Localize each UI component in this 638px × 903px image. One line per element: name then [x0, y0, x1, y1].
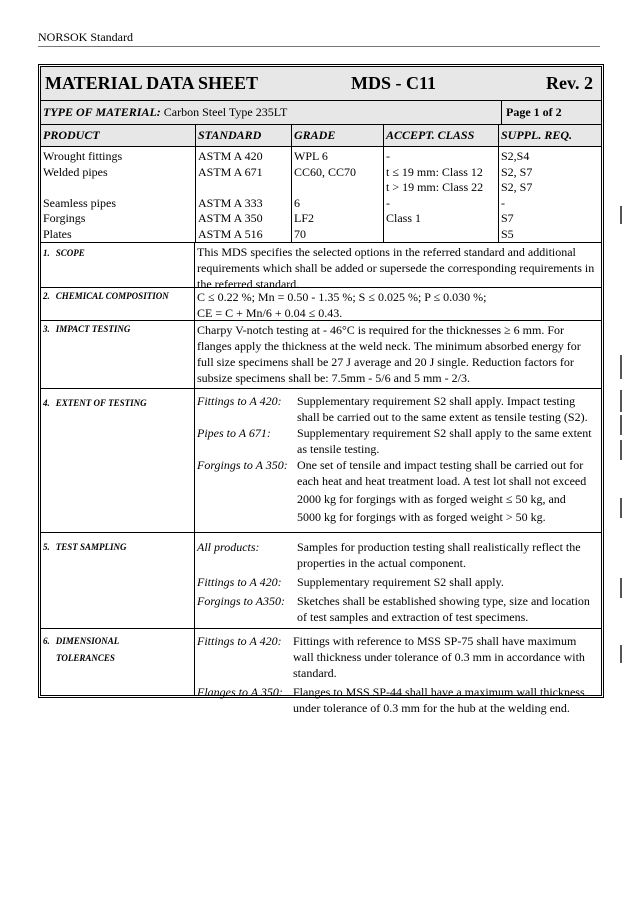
extent-forgings-limit-1: 2000 kg for forgings with as forged weight ≤ 50 kg, and	[297, 492, 566, 506]
grade-cell	[294, 180, 383, 196]
extent-fittings-text: Supplementary requirement S2 shall apply. Impact testing shall be carried out to the same extent as tensile testing (S2).	[297, 394, 588, 424]
section-label: IMPACT TESTING	[55, 324, 131, 334]
change-bar	[620, 440, 622, 460]
standard-cell	[198, 180, 291, 196]
document-series-header: NORSOK Standard	[38, 30, 133, 44]
accept-class-cell: -	[386, 195, 390, 210]
chemical-line-1: C ≤ 0.22 %; Mn = 0.50 - 1.35 %; S ≤ 0.025 %; P ≤ 0.030 %;	[197, 290, 487, 304]
product-cell: Plates	[43, 226, 72, 241]
extent-pipes-text: Supplementary requirement S2 shall apply to the same extent as tensile testing.	[297, 426, 592, 456]
column-header-standard: STANDARD	[195, 125, 291, 147]
section-dimensional-tolerances: 6. DIMENSIONAL TOLERANCES Fittings to A 420: Fittings with reference to MSS SP-75 shall have maximum wall thickness under tolerance of 0.3 mm in accordance with standard. Flanges to A 350: Flanges to MSS SP-44 shall have a maximum wall thickness under tolerance of 0.3 mm for the hub at the welding end.	[41, 629, 601, 695]
section-label: CHEMICAL COMPOSITION	[55, 291, 169, 301]
change-bar	[620, 645, 622, 663]
column-header-suppl-req: SUPPL. REQ.	[498, 125, 601, 147]
product-cell: Welded pipes	[43, 164, 108, 179]
section-scope: 1. SCOPE This MDS specifies the selected options in the referred standard and additional requirements which shall be added or supersede the corresponding requirements in the referred standard.	[41, 243, 601, 288]
sampling-all-text: Samples for production testing shall realistically reflect the properties in the actual component.	[297, 540, 581, 570]
standard-cell: ASTM A 333	[198, 195, 263, 210]
type-of-material-row	[41, 101, 601, 125]
page-number: Page 1 of 2	[501, 101, 601, 124]
accept-class-cell: -	[386, 149, 390, 163]
standard-column	[195, 147, 291, 243]
accept-class-cell: t > 19 mm: Class 22	[386, 180, 484, 194]
suppl-req-cell: S2,S4	[501, 149, 530, 163]
sheet-title: MATERIAL DATA SHEET	[45, 73, 259, 93]
change-bar	[620, 498, 622, 518]
sampling-forgings-text: Sketches shall be established showing type, size and location of test samples and extraction of test specimens.	[297, 594, 590, 624]
accept-class-cell: Class 1	[386, 211, 422, 225]
accept-class-cell: t ≤ 19 mm: Class 12	[386, 164, 483, 179]
product-cell: Wrought fittings	[43, 149, 123, 163]
product-cell: Seamless pipes	[43, 195, 116, 210]
product-table	[41, 125, 601, 243]
change-bar	[620, 390, 622, 412]
suppl-req-cell: S2, S7	[501, 180, 533, 194]
grade-cell: 70	[294, 226, 306, 241]
extent-forgings-key: Forgings to A 350:	[197, 458, 288, 472]
suppl-req-cell: S5	[501, 226, 514, 241]
section-label: EXTENT OF TESTING	[55, 398, 147, 408]
product-cell	[43, 180, 195, 196]
header-divider	[38, 46, 600, 47]
suppl-req-cell: S2, S7	[501, 164, 533, 179]
dim-flanges-text: Flanges to MSS SP-44 shall have a maximum wall thickness under tolerance of 0.3 mm for the hub at the welding end.	[293, 685, 585, 715]
change-bar	[620, 355, 622, 379]
type-value: Carbon Steel Type 235LT	[163, 105, 288, 119]
extent-pipes-key: Pipes to A 671:	[197, 426, 271, 440]
column-header-product: PRODUCT	[41, 125, 195, 147]
product-cell: Forgings	[43, 211, 86, 225]
dim-flanges-key: Flanges to A 350:	[197, 685, 283, 699]
accept-class-column	[383, 147, 498, 243]
suppl-req-column	[498, 147, 601, 243]
impact-text: Charpy V-notch testing at - 46°C is required for the thicknesses ≥ 6 mm. For flanges apply the thickness at the weld neck. The minimum absorbed energy for full size specimens shall be 27 J average and 20 J single. Reduction factors for subsize specimens shall be: 7.5mm - 5/6 and 5 mm - 2/3.	[197, 323, 581, 385]
scope-text: This MDS specifies the selected options in the referred standard and additional requirements which shall be added or supersede the corresponding requirements in the referred standard.	[197, 245, 595, 291]
dim-fittings-key: Fittings to A 420:	[197, 634, 282, 648]
section-impact-testing: 3. IMPACT TESTING Charpy V-notch testing at - 46°C is required for the thicknesses ≥ 6 mm. For flanges apply the thickness at the weld neck. The minimum absorbed energy for full size specimens shall be 27 J average and 20 J single. Reduction factors for subsize specimens shall be: 7.5mm - 5/6 and 5 mm - 2/3.	[41, 321, 601, 389]
change-bar	[620, 415, 622, 435]
section-extent-of-testing: 4. EXTENT OF TESTING Fittings to A 420: Supplementary requirement S2 shall apply. Impact testing shall be carried out to the same extent as tensile testing (S2). Pipes to A 671: Supplementary requirement S2 shall apply to the same extent as tensile testing. Forgings to A 350: One set of tensile and impact testing shall be carried out for each heat and heat treatment load. A test lot shall not exceed 2000 kg for forgings with as forged weight ≤ 50 kg, and 5000 kg for forgings with as forged weight > 50 kg.	[41, 389, 601, 533]
grade-cell: 6	[294, 195, 300, 210]
product-column	[41, 147, 195, 243]
standard-cell: ASTM A 516	[198, 226, 263, 241]
grade-column	[291, 147, 383, 243]
standard-cell: ASTM A 671	[198, 164, 263, 179]
grade-cell: LF2	[294, 211, 315, 225]
sheet-code: MDS - C11	[351, 73, 436, 93]
section-label: TEST SAMPLING	[55, 542, 127, 552]
extent-forgings-text: One set of tensile and impact testing shall be carried out for each heat and heat treatment load. A test lot shall not exceed	[297, 458, 587, 488]
sampling-forgings-key: Forgings to A350:	[197, 594, 286, 608]
sheet-revision: Rev. 2	[546, 73, 593, 93]
sampling-fittings-key: Fittings to A 420:	[197, 575, 282, 589]
title-bar	[41, 67, 601, 101]
change-bar	[620, 578, 622, 598]
change-bar	[620, 206, 622, 224]
standard-cell: ASTM A 350	[198, 211, 263, 225]
dim-fittings-text: Fittings with reference to MSS SP-75 shall have maximum wall thickness under tolerance of 0.3 mm in accordance with standard.	[293, 634, 585, 680]
suppl-req-cell: S7	[501, 211, 514, 225]
type-label: TYPE OF MATERIAL:	[43, 105, 161, 119]
suppl-req-cell: -	[501, 195, 505, 210]
accept-class-cell	[386, 227, 498, 243]
extent-forgings-limit-2: 5000 kg for forgings with as forged weight > 50 kg.	[297, 510, 546, 524]
extent-fittings-key: Fittings to A 420:	[197, 394, 282, 408]
section-label: SCOPE	[55, 248, 85, 258]
section-chemical-composition: 2. CHEMICAL COMPOSITION C ≤ 0.22 %; Mn = 0.50 - 1.35 %; S ≤ 0.025 %; P ≤ 0.030 %; CE = C + Mn/6 + 0.04 ≤ 0.43.	[41, 288, 601, 321]
grade-cell: WPL 6	[294, 149, 328, 163]
section-test-sampling: 5. TEST SAMPLING All products: Samples for production testing shall realistically reflect the properties in the actual component. Fittings to A 420: Supplementary requirement S2 shall apply. Forgings to A350: Sketches shall be established showing type, size and location of test samples and extraction of test specimens.	[41, 533, 601, 629]
grade-cell: CC60, CC70	[294, 164, 357, 179]
sampling-all-key: All products:	[197, 540, 260, 554]
column-header-grade: GRADE	[291, 125, 383, 147]
material-data-sheet	[38, 64, 604, 715]
column-header-accept-class: ACCEPT. CLASS	[383, 125, 498, 147]
section-label: DIMENSIONAL	[55, 636, 120, 646]
standard-cell: ASTM A 420	[198, 149, 263, 163]
section-label-line-2: TOLERANCES	[56, 653, 115, 663]
sampling-fittings-text: Supplementary requirement S2 shall apply.	[297, 575, 504, 589]
chemical-line-2: CE = C + Mn/6 + 0.04 ≤ 0.43.	[197, 306, 343, 320]
